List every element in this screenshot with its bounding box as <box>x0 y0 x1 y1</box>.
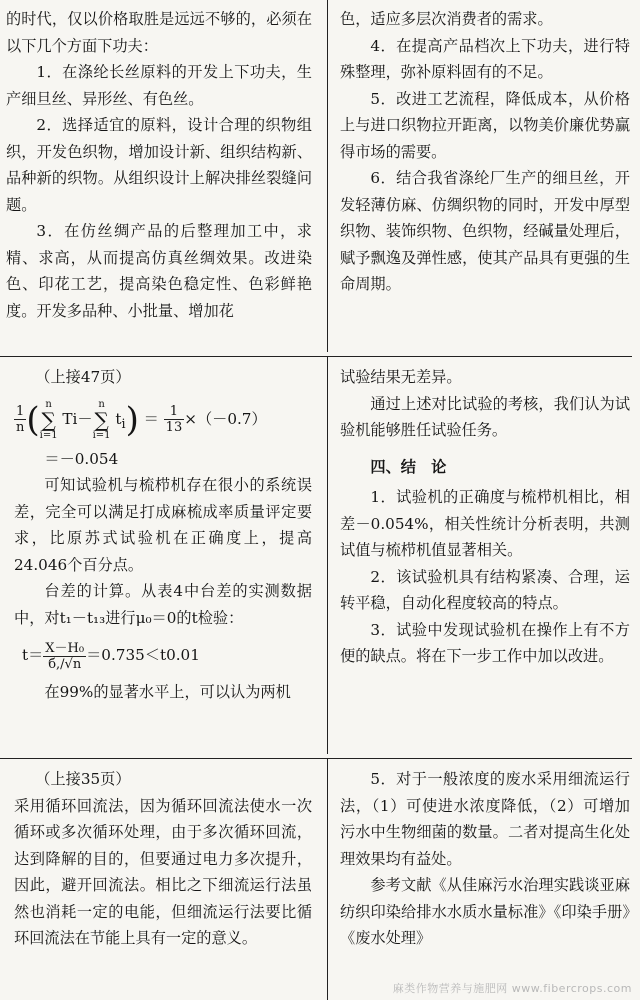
paragraph: 4．在提高产品档次上下功夫，进行特殊整理，弥补原料固有的不足。 <box>340 36 630 81</box>
paragraph: 可知试验机与梳栉机存在很小的系统误差，完全可以满足打成麻梳成率质量评定要求，比原苏式试验机在正确度上，提高24.046个百分点。 <box>14 476 312 574</box>
paragraph: 采用循环回流法，因为循环回流法使水一次循环或多次循环处理，由于多次循环回流，达到降解的目的，但要通过电力多次提升，因此，避开回流法。相比之下细流运行法虽然也消耗一定的电能，但细流运行法要比循环回流法在节能上具有一定的意义。 <box>14 796 312 947</box>
continued-note: （上接47页） <box>35 368 131 386</box>
formula-mean-difference: $\frac{1}{n}$ ( n ∑ i=1 Ti－n ∑ i=1 $t_i$) ＝ $\frac{1}{13}$ ×（－0.7） <box>16 398 267 441</box>
column-divider <box>327 356 328 754</box>
paragraph: 的时代，仅以价格取胜是远远不够的，必须在以下几个方面下功夫： <box>6 10 312 55</box>
sum-symbol: n ∑ i=1 <box>39 398 58 441</box>
paragraph: 2．选择适宜的原料，设计合理的织物组织，开发色织物，增加设计新、组织结构新、品种新的织物。从组织设计上解决排丝裂缝问题。 <box>6 116 312 214</box>
continued-note: （上接35页） <box>35 770 131 788</box>
section-divider <box>0 758 632 759</box>
column-divider <box>327 0 328 352</box>
references: 参考文献《从佳麻污水治理实践谈亚麻纺织印染给排水水质水量标准》《印染手册》《废水处理》 <box>340 876 630 947</box>
fraction: $\frac{\text{X－H₀}}{б,/√n}$ <box>45 640 85 672</box>
paragraph: 色，适应多层次消费者的需求。 <box>340 10 553 28</box>
bottom-right-column <box>340 766 630 952</box>
formula-result: ＝－0.054 <box>44 449 119 468</box>
bottom-left-column <box>14 766 312 952</box>
top-left-column <box>6 6 312 324</box>
middle-left-column <box>14 364 312 706</box>
paragraph: 6．结合我省涤纶厂生产的细旦丝，开发轻薄仿麻、仿绸织物的同时，开发中厚型织物、装饰织物、色织物，经碱量处理后，赋予飘逸及弹性感，使其产品具有更强的生命周期。 <box>340 169 630 293</box>
paragraph: 3．在仿丝绸产品的后整理加工中，求精、求高，从而提高仿真丝绸效果。改进染色、印花工艺，提高染色稳定性、色彩鲜艳度。开发多品种、小批量、增加花 <box>6 222 312 320</box>
paragraph: 通过上述对比试验的考核，我们认为试验机能够胜任试验任务。 <box>340 394 630 439</box>
paragraph: 5．改进工艺流程，降低成本，从价格上与进口织物拉开距离，以物美价廉优势赢得市场的需要。 <box>340 89 630 161</box>
column-divider <box>327 758 328 1000</box>
sum-symbol: n ∑ i=1 <box>92 398 111 441</box>
paragraph: 1．试验机的正确度与梳栉机相比，相差－0.054%，相关性统计分析表明，共测试值与梳栉机值显著相关。 <box>340 488 630 559</box>
fraction: $\frac{1}{13}$ <box>165 404 183 435</box>
middle-right-column <box>340 364 630 670</box>
paragraph: 5．对于一般浓度的废水采用细流运行法，（1）可使进水浓度降低，（2）可增加污水中生物细菌的数量。二者对提高生化处理效果均有益处。 <box>340 770 630 868</box>
fraction: $\frac{1}{n}$ <box>16 404 25 435</box>
formula-t-test: t＝ $\frac{\text{X－H₀}}{б,/√n}$ ＝0.735＜t0.01 <box>22 640 200 672</box>
paragraph: 2．该试验机具有结构紧凑、合理，运转平稳，自动化程度较高的特点。 <box>340 567 630 612</box>
section-divider <box>0 356 632 357</box>
top-right-column <box>340 6 630 298</box>
paragraph: 在99%的显著水平上，可以认为两机 <box>44 683 291 702</box>
watermark: 麻类作物营养与施肥网 www.fibercrops.com <box>392 982 632 995</box>
paragraph: 1．在涤纶长丝原料的开发上下功夫，生产细旦丝、异形丝、有色丝。 <box>6 63 312 108</box>
section-heading: 四、结 论 <box>370 457 447 476</box>
paragraph: 试验结果无差异。 <box>340 368 462 386</box>
paragraph: 3．试验中发现试验机在操作上有不方便的缺点。将在下一步工作中加以改进。 <box>340 620 630 665</box>
paragraph: 台差的计算。从表4中台差的实测数据中，对t₁－t₁₃进行μ₀＝0的t检验： <box>14 582 312 627</box>
